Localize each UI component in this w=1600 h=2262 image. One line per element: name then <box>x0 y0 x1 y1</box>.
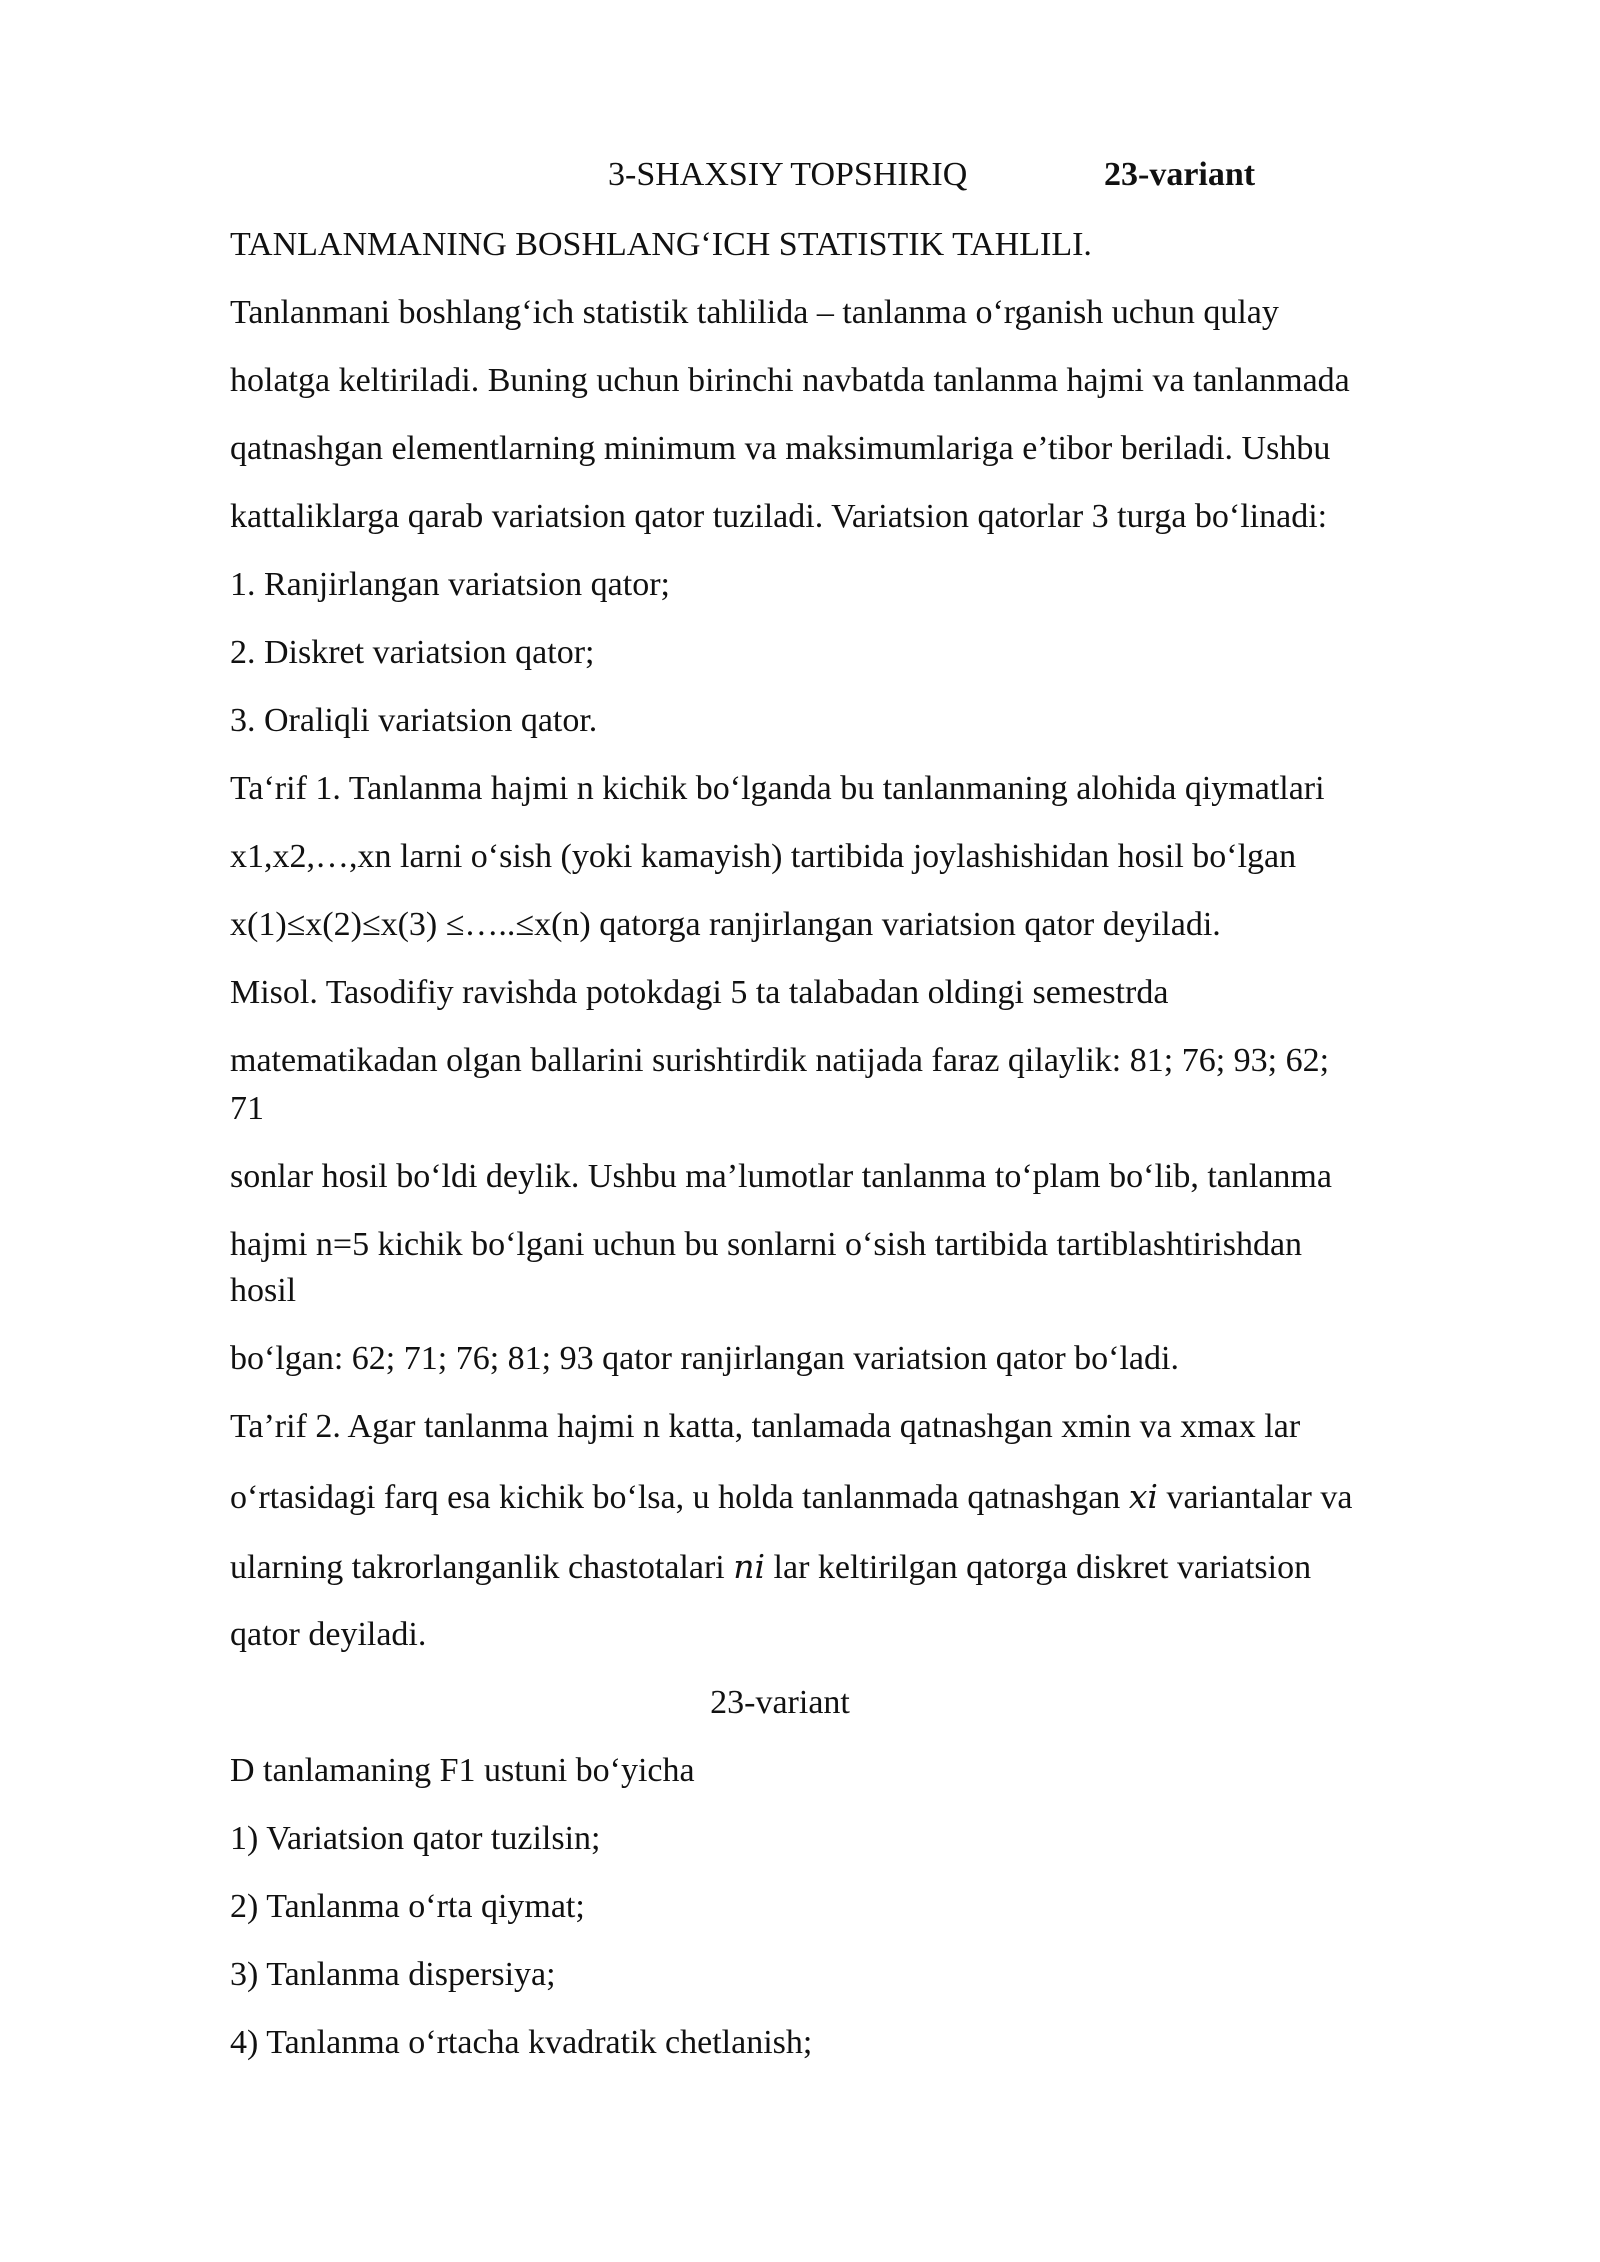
task-item: 3) Tanlanma dispersiya; <box>230 1956 556 1993</box>
task-item: 4) Tanlanma o‘rtacha kvadratik chetlanish; <box>230 2024 813 2061</box>
example-line-2: matematikadan olgan ballarini surishtirdik natijada faraz qilaylik: 81; 76; 93; 62; <box>230 1042 1330 1079</box>
definition-1-line-3: x(1)≤x(2)≤x(3) ≤…..≤x(n) qatorga ranjirlangan variatsion qator deyiladi. <box>230 906 1221 943</box>
list-item: 1. Ranjirlangan variatsion qator; <box>230 566 670 603</box>
intro-line-1: Tanlanmani boshlang‘ich statistik tahlilida – tanlanma o‘rganish uchun qulay <box>230 294 1279 331</box>
example-line-5: hajmi n=5 kichik bo‘lgani uchun bu sonlarni o‘sish tartibida tartiblashtirishdan <box>230 1226 1303 1263</box>
definition-2-line-2 <box>230 1474 1352 1521</box>
text-segment: o‘rtasidagi farq esa kichik bo‘lsa, u holda tanlanmada qatnashgan <box>230 1479 1129 1516</box>
text-segment: ularning takrorlanganlik chastotalari <box>230 1549 734 1586</box>
math-symbol-ni: ni <box>733 1547 766 1586</box>
definition-2-line-1: Ta’rif 2. Agar tanlanma hajmi n katta, tanlamada qatnashgan xmin va xmax lar <box>230 1408 1301 1445</box>
intro-line-3: qatnashgan elementlarning minimum va maksimumlariga e’tibor beriladi. Ushbu <box>230 430 1331 467</box>
example-line-7: bo‘lgan: 62; 71; 76; 81; 93 qator ranjirlangan variatsion qator bo‘ladi. <box>230 1340 1179 1377</box>
task-variant-heading: 23-variant <box>710 1684 850 1721</box>
definition-2-line-4: qator deyiladi. <box>230 1616 427 1653</box>
task-item: 1) Variatsion qator tuzilsin; <box>230 1820 601 1857</box>
definition-2-line-3 <box>230 1544 1311 1591</box>
text-segment: variantalar va <box>1157 1479 1353 1516</box>
intro-line-4: kattaliklarga qarab variatsion qator tuziladi. Variatsion qatorlar 3 turga bo‘linadi: <box>230 498 1328 535</box>
section-heading: TANLANMANING BOSHLANG‘ICH STATISTIK TAHLILI. <box>230 226 1092 263</box>
example-line-3: 71 <box>230 1090 264 1127</box>
task-intro: D tanlamaning F1 ustuni bo‘yicha <box>230 1752 695 1789</box>
variant-label: 23-variant <box>1104 156 1256 193</box>
definition-1-line-2: x1,x2,…,xn larni o‘sish (yoki kamayish) tartibida joylashishidan hosil bo‘lgan <box>230 838 1297 875</box>
math-symbol-xi: xi <box>1128 1477 1158 1516</box>
example-line-1: Misol. Tasodifiy ravishda potokdagi 5 ta talabadan oldingi semestrda <box>230 974 1169 1011</box>
text-segment: lar keltirilgan qatorga diskret variatsion <box>765 1549 1312 1586</box>
definition-1-line-1: Ta‘rif 1. Tanlanma hajmi n kichik bo‘lganda bu tanlanmaning alohida qiymatlari <box>230 770 1325 807</box>
example-line-4: sonlar hosil bo‘ldi deylik. Ushbu ma’lumotlar tanlanma to‘plam bo‘lib, tanlanma <box>230 1158 1332 1195</box>
list-item: 3. Oraliqli variatsion qator. <box>230 702 598 739</box>
task-item: 2) Tanlanma o‘rta qiymat; <box>230 1888 585 1925</box>
intro-line-2: holatga keltiriladi. Buning uchun birinchi navbatda tanlanma hajmi va tanlanmada <box>230 362 1350 399</box>
example-line-6: hosil <box>230 1272 297 1309</box>
list-item: 2. Diskret variatsion qator; <box>230 634 595 671</box>
assignment-title: 3-SHAXSIY TOPSHIRIQ <box>608 156 968 193</box>
